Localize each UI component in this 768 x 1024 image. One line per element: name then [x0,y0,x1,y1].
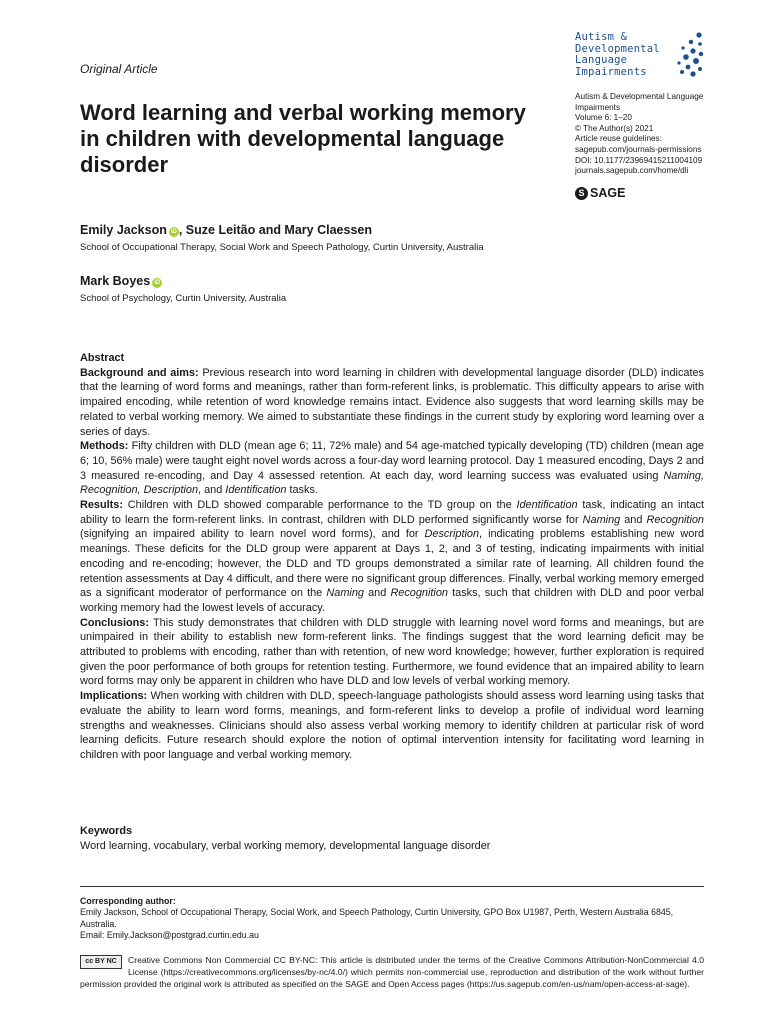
methods-text: tasks. [286,484,318,497]
publisher-name: SAGE [590,186,626,200]
author-name: Emily Jackson [80,223,167,237]
conclusions-text: This study demonstrates that children with DLD struggle with learning novel word forms and meanings, but are unimpaired in their ability to establish new form-referent links. The findings suggest that the word learning deficit may be attributed to problems with encoding, rather than with retention, of new word knowledge; however, further exploration is required given the poor performance of both groups for retention testing. Furthermore, we found evidence that an impaired ability to learn word forms may only be apparent in children who have DLD and low levels of verbal working memory. [80,616,704,688]
keywords-heading: Keywords [80,825,133,837]
methods-heading: Methods: [80,440,129,453]
keywords-section [80,824,704,854]
meta-line: Volume 6: 1–20 [575,113,632,123]
cc-license-icon[interactable]: cc BY NC [80,955,122,969]
license-section [80,954,704,991]
correspondence-section [80,896,704,942]
journal-logo [575,32,715,82]
background-heading: Background and aims: [80,366,199,379]
meta-line[interactable]: journals.sagepub.com/home/dli [575,166,689,176]
orcid-icon[interactable]: iD [154,280,161,286]
results-text: Recognition [390,587,448,600]
results-text: and [363,587,391,600]
meta-line[interactable]: DOI: 10.1177/23969415211004109 [575,155,703,165]
author-name: Mark Boyes [80,274,151,288]
abstract-methods [80,439,704,498]
results-text: Naming [326,587,364,600]
meta-line: Autism & Developmental Language [575,92,704,101]
abstract-section [80,351,704,763]
meta-line: Impairments [575,102,621,112]
journal-logo-text [575,32,660,78]
results-text: tasks, such that children with DLD and poor verbal working memory had the lowest levels of accuracy. [80,587,704,614]
correspondence-heading: Corresponding author: [80,896,176,906]
methods-text: Naming, Recognition, Description [80,469,704,497]
abstract-conclusions [80,616,704,690]
affiliation-1: School of Occupational Therapy, Social Work and Speech Pathology, Curtin University, Australia [80,242,484,253]
footnote-divider [80,886,704,887]
results-text: Naming [582,513,621,526]
article-type-label: Original Article [80,62,158,76]
abstract-results [80,498,704,616]
results-text: (signifying an impaired ability to learn novel word forms), and for [80,528,425,541]
abstract-implications [80,689,704,763]
author-names: , Suze Leitão and Mary Claessen [178,223,372,237]
author-line-1 [80,223,372,237]
sage-icon: S [575,187,588,200]
results-text: Recognition [646,513,704,526]
publisher-logo [575,186,625,200]
results-text: , indicating problems establishing new word meanings. These deficits for the DLD group were apparent at Days 1, 2, and 3 of testing, indicating impairments with initial encoding and re-encoding; however, the DLD and TD groups demonstrated a similar rate of learning. All children found the retention assessments at Day 4 difficult, and there were no significant group differences. Finally, verbal working memory emerged as a significant moderator of performance on the [80,528,705,600]
correspondence-address: Emily Jackson, School of Occupational Therapy, Social Work, and Speech Pathology, Curtin University, GPO Box U1987, Perth, Western Australia 6845, Australia. [80,907,674,929]
logo-line: Language [575,54,628,66]
logo-dots-graphic [671,32,705,80]
abstract-background [80,366,704,440]
meta-line[interactable]: Article reuse guidelines: [575,134,662,144]
results-text: and [620,513,647,526]
logo-line: Autism & [575,31,628,43]
results-text: Children with DLD showed comparable performance to the TD group on the [122,499,517,512]
author-line-2 [80,274,162,288]
results-text: Identification [516,499,578,512]
logo-line: Developmental [575,42,660,55]
results-heading: Results: [80,499,123,512]
meta-line[interactable]: sagepub.com/journals-permissions [575,144,702,154]
results-text: task, indicating an intact ability to learn the form-referent links. In contrast, children with DLD performed significantly worse for [80,499,704,526]
background-text: Previous research into word learning in children with developmental language disorder (DLD) indicates that the learning of word forms and meanings, rather than form-referent links, is problematic. This difficulty appears to arise with impaired encoding, while retention of word knowledge remains intact. Evidence also suggests that word learning skills may be related to verbal working memory. We aimed to substantiate these findings in the current study by exploring word learning over a series of days. [80,366,704,438]
article-title: Word learning and verbal working memory in children with developmental language disorder [80,100,526,177]
methods-text: Identification [225,484,287,497]
journal-metadata [575,92,725,177]
methods-text: Fifty children with DLD (mean age 6; 11, 72% male) and 54 age-matched typically developing (TD) children (mean age 6; 10, 56% male) were taught eight novel words across a four-day word learning protocol. Day 1 measured encoding, Days 2 and 3 measured re-encoding, and Day 4 assessed retention. At each day, word learning success was evaluated using [80,440,704,482]
orcid-icon[interactable]: iD [170,229,177,235]
abstract-heading: Abstract [80,352,125,364]
implications-text: When working with children with DLD, speech-language pathologists should assess word learning using tasks that evaluate the ability to learn word forms, meanings, and form-referent links to develop a profile of individual word learning strengths and weaknesses. Clinicians should also assess verbal working memory to identify children at particular risk of word learning deficits. Future research should explore the notion of optimal intervention intensity for facilitating word learning in children with poor language and verbal working memory. [80,690,704,761]
results-text: Description [424,528,480,541]
conclusions-heading: Conclusions: [80,616,149,629]
affiliation-2: School of Psychology, Curtin University, Australia [80,293,287,304]
meta-line: © The Author(s) 2021 [575,123,654,133]
license-text: Creative Commons Non Commercial CC BY-NC: This article is distributed under the terms of the Creative Commons Attribution-NonCommercial 4.0 License (https://creativecommons.org/licenses/by-nc/4.0/) which permits non-commercial use, reproduction and distribution of the work without further permission provided the original work is attributed as specified on the SAGE and Open Access pages (https://us.sagepub.com/en-us/nam/open-access-at-sage). [80,955,704,990]
logo-line: Impairments [575,65,647,78]
methods-text: , and [198,484,226,497]
keywords-text: Word learning, vocabulary, verbal working memory, developmental language disorder [80,840,491,852]
implications-heading: Implications: [80,690,148,703]
correspondence-email[interactable]: Email: Emily.Jackson@postgrad.curtin.edu.au [80,930,259,941]
